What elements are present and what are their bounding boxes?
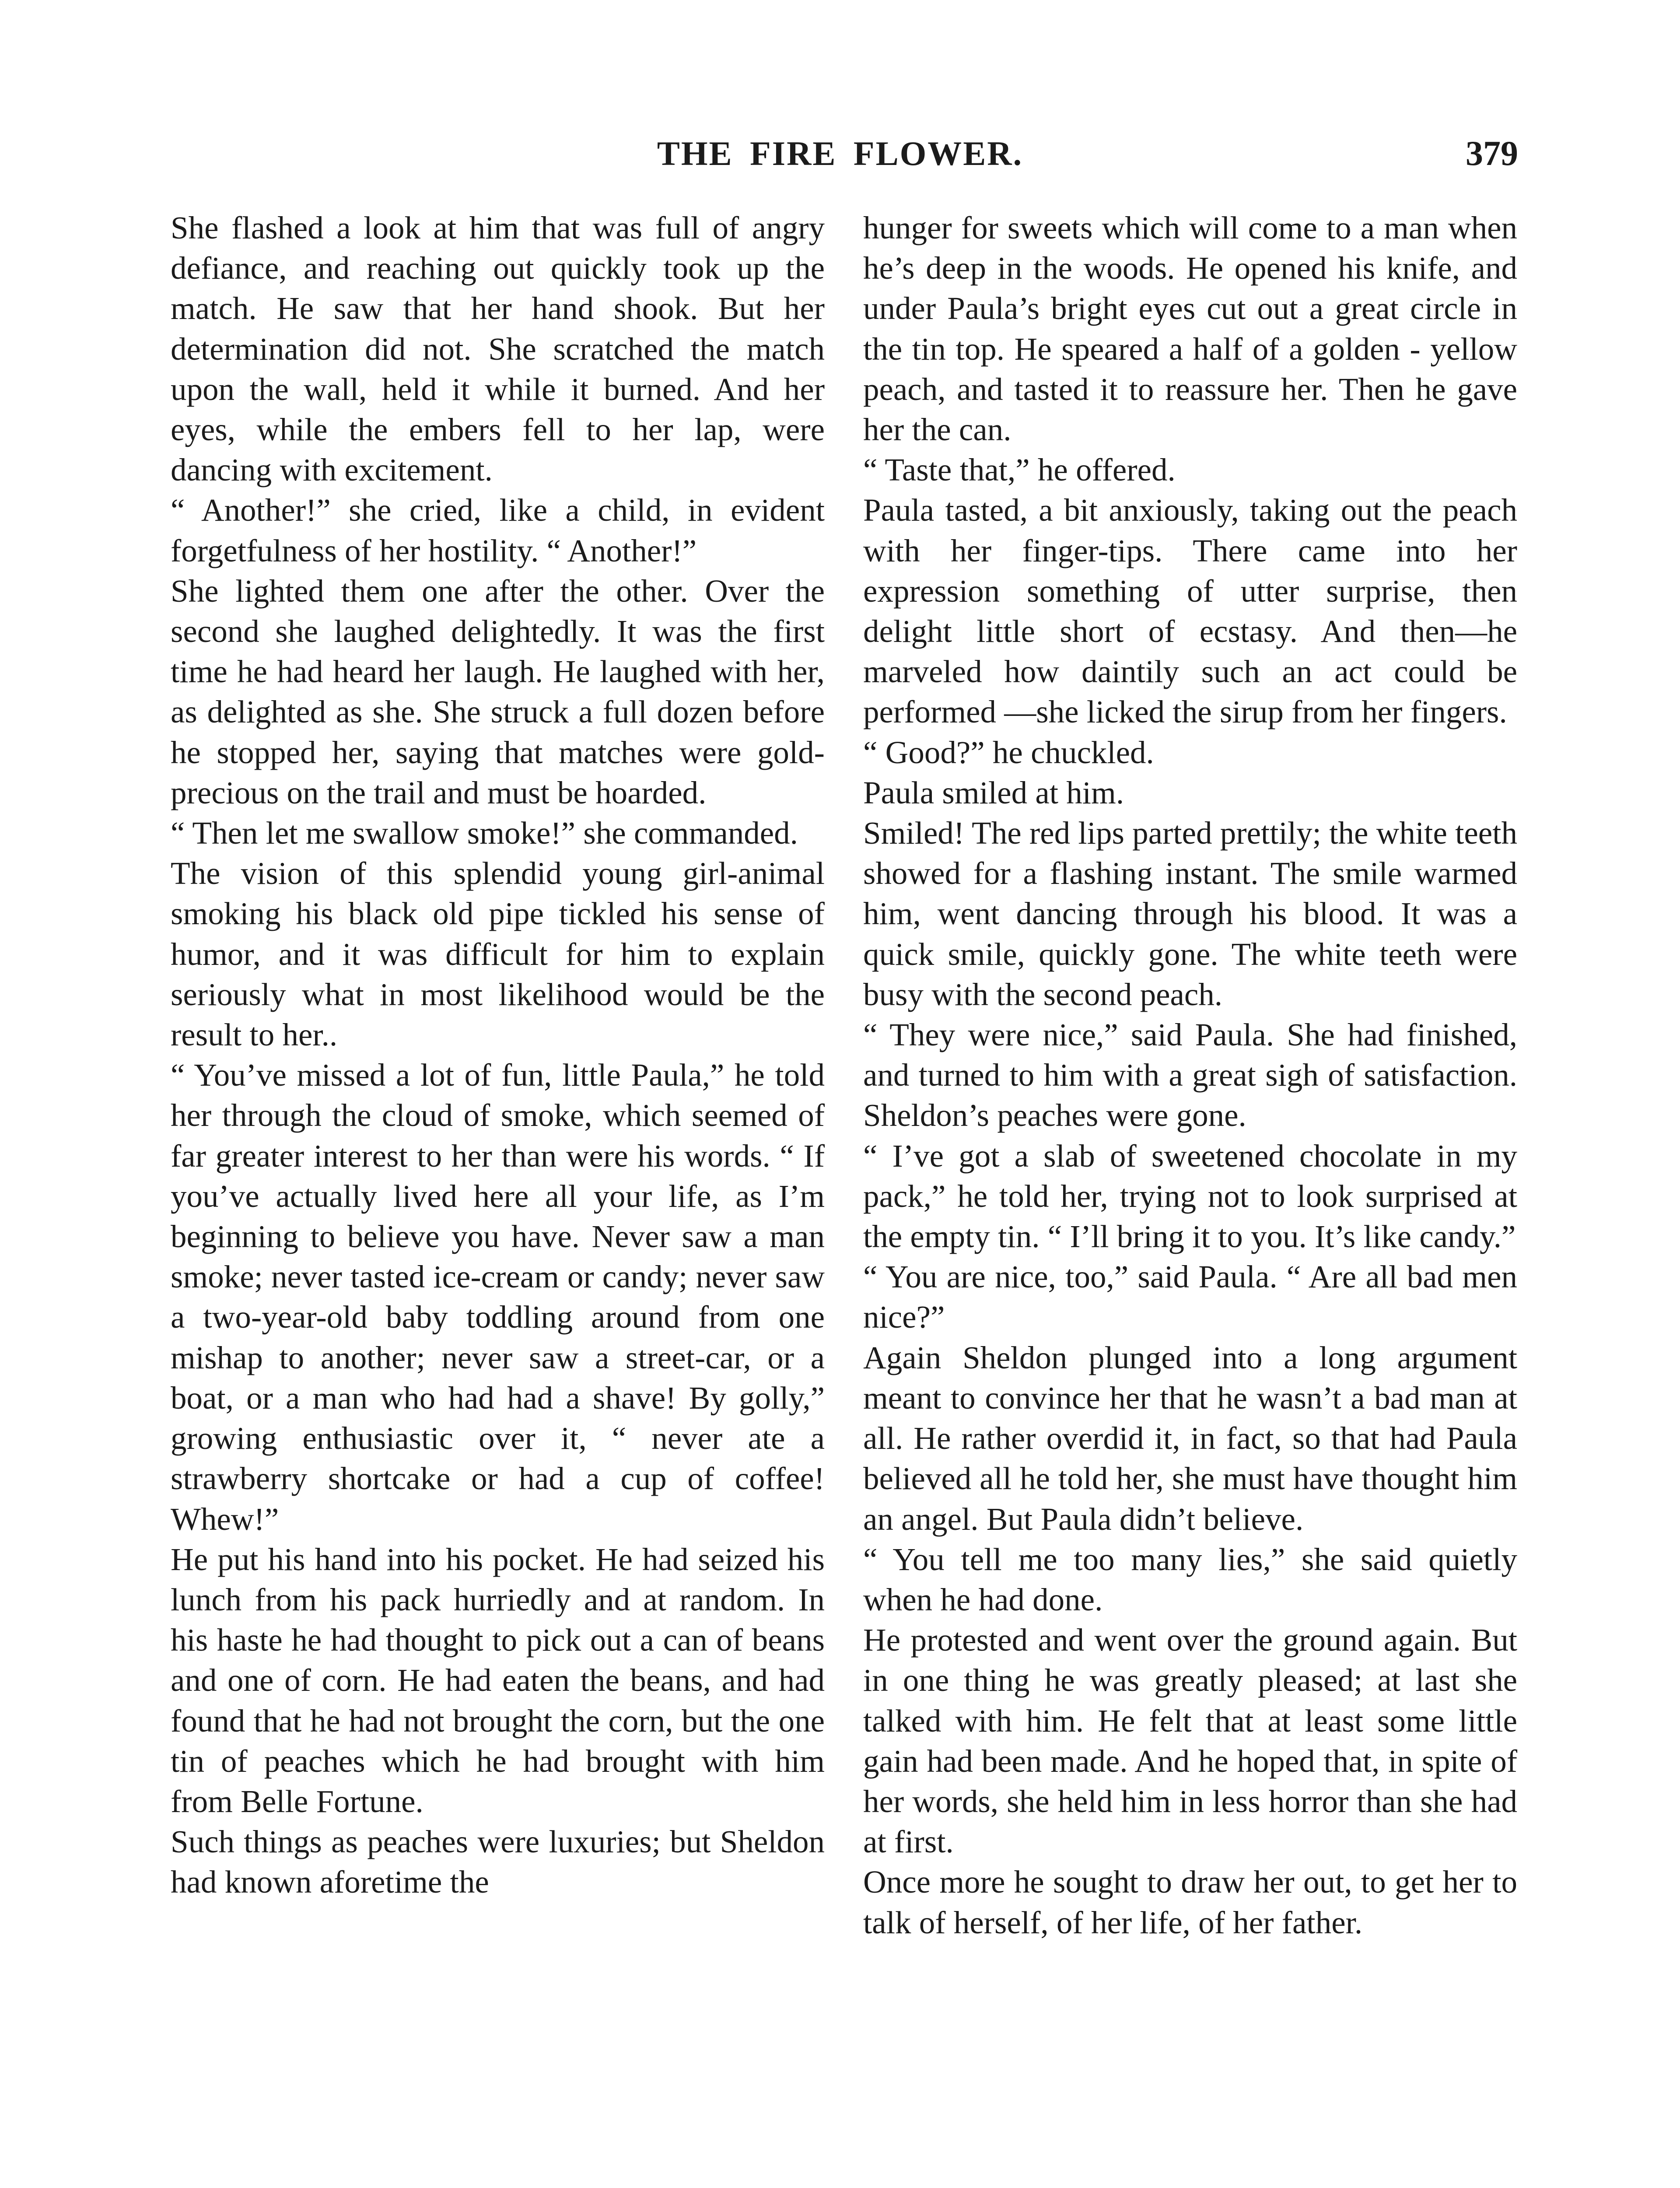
left-column <box>171 208 825 1903</box>
paragraph: Such things as peaches were luxuries; but Sheldon had known aforetime the <box>171 1824 825 1900</box>
paragraph: Again Sheldon plunged into a long argument meant to convince her that he wasn’t a bad man at all. He rather overdid it, in fact, so that had Paula believed all he told her, she must have thought him an angel. But Paula didn’t believe. <box>863 1339 1517 1537</box>
paragraph: “ Taste that,” he offered. <box>863 452 1176 488</box>
paragraph: “ They were nice,” said Paula. She had finished, and turned to him with a great sigh of satisfaction. Sheldon’s peaches were gone. <box>863 1017 1517 1133</box>
paragraph: “ You tell me too many lies,” she said quietly when he had done. <box>863 1541 1517 1617</box>
running-header <box>0 134 1680 182</box>
paragraph: He put his hand into his pocket. He had seized his lunch from his pack hurriedly and at random. In his haste he had thought to pick out a can of beans and one of corn. He had eaten the beans, and had found that he had not brought the corn, but the one tin of peaches which he had brought with him from Belle Fortune. <box>171 1541 825 1819</box>
paragraph: “ Good?” he chuckled. <box>863 734 1154 770</box>
paragraph: Paula tasted, a bit anxiously, taking out the peach with her finger-tips. There came into her expression something of utter surprise, then delight little short of ecstasy. And then—he marveled how daintily such an act could be performed —she licked the sirup from her fingers. <box>863 492 1517 730</box>
paragraph: Once more he sought to draw her out, to get her to talk of herself, of her life, of her father. <box>863 1864 1517 1940</box>
paragraph: “ Then let me swallow smoke!” she commanded. <box>171 815 798 851</box>
paragraph: “ Another!” she cried, like a child, in evident forgetfulness of her hostility. “ Another!” <box>171 492 825 568</box>
page-number: 379 <box>1466 134 1518 173</box>
paragraph: She lighted them one after the other. Over the second she laughed delightedly. It was the first time he had heard her laugh. He laughed with her, as delighted as she. She struck a full dozen before he stopped her, saying that matches were gold-precious on the trail and must be hoarded. <box>171 573 825 810</box>
paragraph: Paula smiled at him. <box>863 775 1124 810</box>
paragraph: The vision of this splendid young girl-animal smoking his black old pipe tickled his sense of humor, and it was difficult for him to explain seriously what in most likelihood would be the result to her.. <box>171 856 825 1053</box>
paragraph: “ You’ve missed a lot of fun, little Paula,” he told her through the cloud of smoke, which seemed of far greater interest to her than were his words. “ If you’ve actually lived here all your life, as I’m beginning to believe you have. Never saw a man smoke; never tasted ice-cream or candy; never saw a two-year-old baby toddling around from one mishap to another; never saw a street-car, or a boat, or a man who had had a shave! By golly,” growing enthusiastic over it, “ never ate a strawberry shortcake or had a cup of coffee! Whew!” <box>171 1057 825 1537</box>
paragraph: hunger for sweets which will come to a man when he’s deep in the woods. He opened his knife, and under Paula’s bright eyes cut out a great circle in the tin top. He speared a half of a golden - yellow peach, and tasted it to reassure her. Then he gave her the can. <box>863 210 1517 448</box>
paragraph: Smiled! The red lips parted prettily; the white teeth showed for a flashing instant. The smile warmed him, went dancing through his blood. It was a quick smile, quickly gone. The white teeth were busy with the second peach. <box>863 815 1517 1012</box>
paragraph: “ You are nice, too,” said Paula. “ Are all bad men nice?” <box>863 1259 1517 1335</box>
running-title: THE FIRE FLOWER. <box>657 134 1023 172</box>
paragraph: “ I’ve got a slab of sweetened chocolate in my pack,” he told her, trying not to look surprised at the empty tin. “ I’ll bring it to you. It’s like candy.” <box>863 1138 1517 1255</box>
paragraph: He protested and went over the ground again. But in one thing he was greatly pleased; at last she talked with him. He felt that at least some little gain had been made. And he hoped that, in spite of her words, she held him in less horror than she had at first. <box>863 1622 1517 1860</box>
paragraph: She flashed a look at him that was full of angry defiance, and reaching out quickly took up the match. He saw that her hand shook. But her determination did not. She scratched the match upon the wall, held it while it burned. And her eyes, while the embers fell to her lap, were dancing with excitement. <box>171 210 825 488</box>
right-column <box>863 208 1517 1943</box>
